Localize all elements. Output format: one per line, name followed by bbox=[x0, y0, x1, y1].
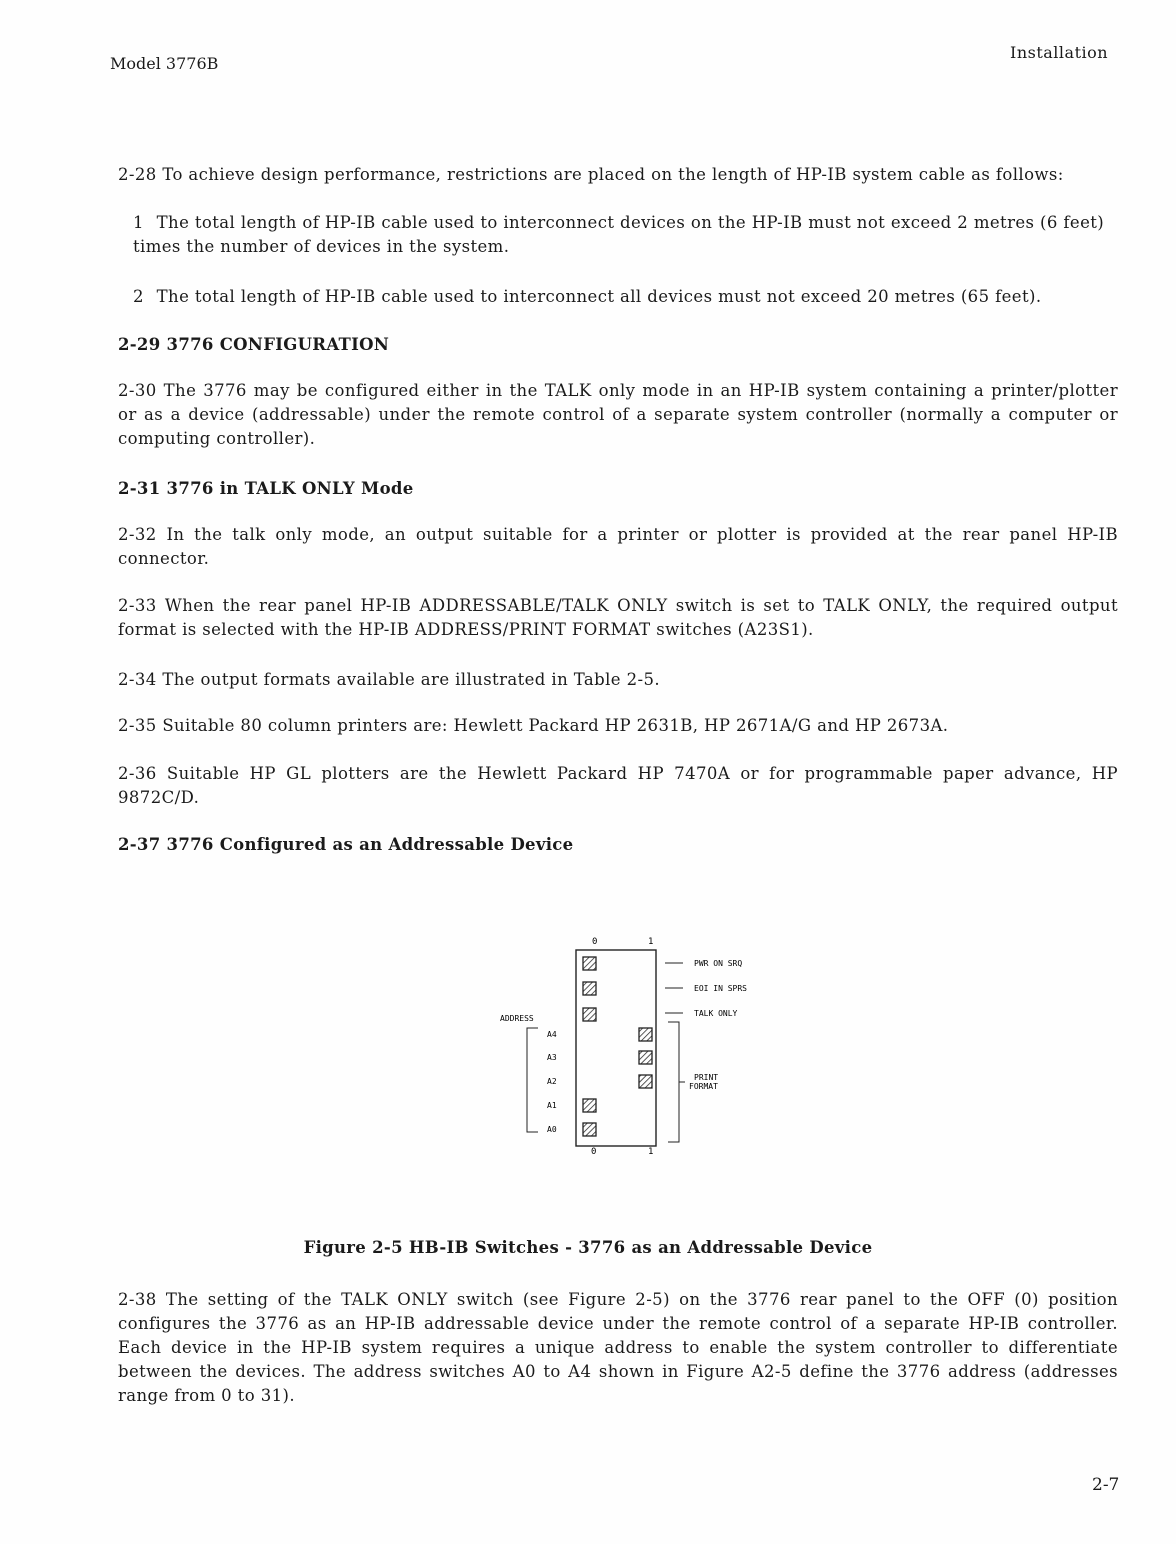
list-item-number: 1 bbox=[133, 213, 144, 232]
switch-a3 bbox=[639, 1051, 652, 1064]
label-a4: A4 bbox=[547, 1030, 557, 1039]
heading-2-37: 2-37 3776 Configured as an Addressable Device bbox=[118, 835, 574, 854]
label-a2: A2 bbox=[547, 1077, 557, 1086]
switch-pwr-on-srq bbox=[583, 957, 596, 970]
label-a0: A0 bbox=[547, 1125, 557, 1134]
bottom-label-0: 0 bbox=[591, 1147, 597, 1157]
list-item-text: The total length of HP-IB cable used to interconnect all devices must not exceed 20 metres (65 feet). bbox=[156, 287, 1042, 306]
paragraph-2-36: 2-36 Suitable HP GL plotters are the Hewlett Packard HP 7470A or for programmable paper advance, HP 9872C/D. bbox=[118, 764, 1118, 807]
bottom-label-1: 1 bbox=[648, 1147, 654, 1157]
label-pwr-on-srq: PWR ON SRQ bbox=[694, 959, 743, 968]
switch-a1 bbox=[583, 1099, 596, 1112]
header-section: Installation bbox=[1010, 43, 1109, 62]
switch-talk-only bbox=[583, 1008, 596, 1021]
top-label-1: 1 bbox=[648, 937, 654, 947]
label-address: ADDRESS bbox=[500, 1014, 534, 1023]
paragraph-2-28: 2-28 To achieve design performance, restrictions are placed on the length of HP-IB system cable as follows: bbox=[118, 165, 1064, 184]
label-format: FORMAT bbox=[689, 1082, 718, 1091]
label-a3: A3 bbox=[547, 1053, 557, 1062]
heading-2-29: 2-29 3776 CONFIGURATION bbox=[118, 335, 390, 354]
list-item bbox=[133, 211, 1118, 259]
switch-a2 bbox=[639, 1075, 652, 1088]
paragraph-2-32: 2-32 In the talk only mode, an output suitable for a printer or plotter is provided at the rear panel HP-IB connector. bbox=[118, 525, 1118, 568]
paragraph-2-33: 2-33 When the rear panel HP-IB ADDRESSABLE/TALK ONLY switch is set to TALK ONLY, the required output format is selected with the HP-IB ADDRESS/PRINT FORMAT switches (A23S1). bbox=[118, 596, 1118, 639]
list-item-text: The total length of HP-IB cable used to interconnect devices on the HP-IB must not exceed 2 metres (6 feet) times the number of devices in the system. bbox=[133, 213, 1105, 256]
switch-housing bbox=[576, 950, 656, 1146]
switch-a4 bbox=[639, 1028, 652, 1041]
heading-2-31: 2-31 3776 in TALK ONLY Mode bbox=[118, 479, 414, 498]
label-print: PRINT bbox=[694, 1073, 719, 1082]
figure-caption: Figure 2-5 HB-IB Switches - 3776 as an Addressable Device bbox=[303, 1238, 873, 1257]
label-a1: A1 bbox=[547, 1101, 557, 1110]
switch-diagram bbox=[480, 930, 800, 1160]
label-eoi-in-spas: EOI IN SPRS bbox=[694, 984, 747, 993]
switch-a0 bbox=[583, 1123, 596, 1136]
label-talk-only: TALK ONLY bbox=[694, 1009, 738, 1018]
list-item-number: 2 bbox=[133, 287, 144, 306]
list-item bbox=[133, 285, 1118, 309]
header-model: Model 3776B bbox=[110, 54, 219, 73]
page-number: 2-7 bbox=[1092, 1475, 1120, 1495]
paragraph-2-30: 2-30 The 3776 may be configured either in the TALK only mode in an HP-IB system containing a printer/plotter or as a device (addressable) under the remote control of a separate system controller (normally a computer or computing controller). bbox=[118, 381, 1118, 448]
paragraph-2-38: 2-38 The setting of the TALK ONLY switch (see Figure 2-5) on the 3776 rear panel to the OFF (0) position configures the 3776 as an HP-IB addressable device under the remote control of a separate HP-IB controller. Each device in the HP-IB system requires a unique address to enable the system controller to differentiate between the devices. The address switches A0 to A4 shown in Figure A2-5 define the 3776 address (addresses range from 0 to 31). bbox=[118, 1290, 1118, 1405]
paragraph-2-35: 2-35 Suitable 80 column printers are: Hewlett Packard HP 2631B, HP 2671A/G and HP 2673A. bbox=[118, 716, 949, 735]
paragraph-2-34: 2-34 The output formats available are illustrated in Table 2-5. bbox=[118, 670, 660, 689]
top-label-0: 0 bbox=[592, 937, 598, 947]
switch-eoi-in-spas bbox=[583, 982, 596, 995]
